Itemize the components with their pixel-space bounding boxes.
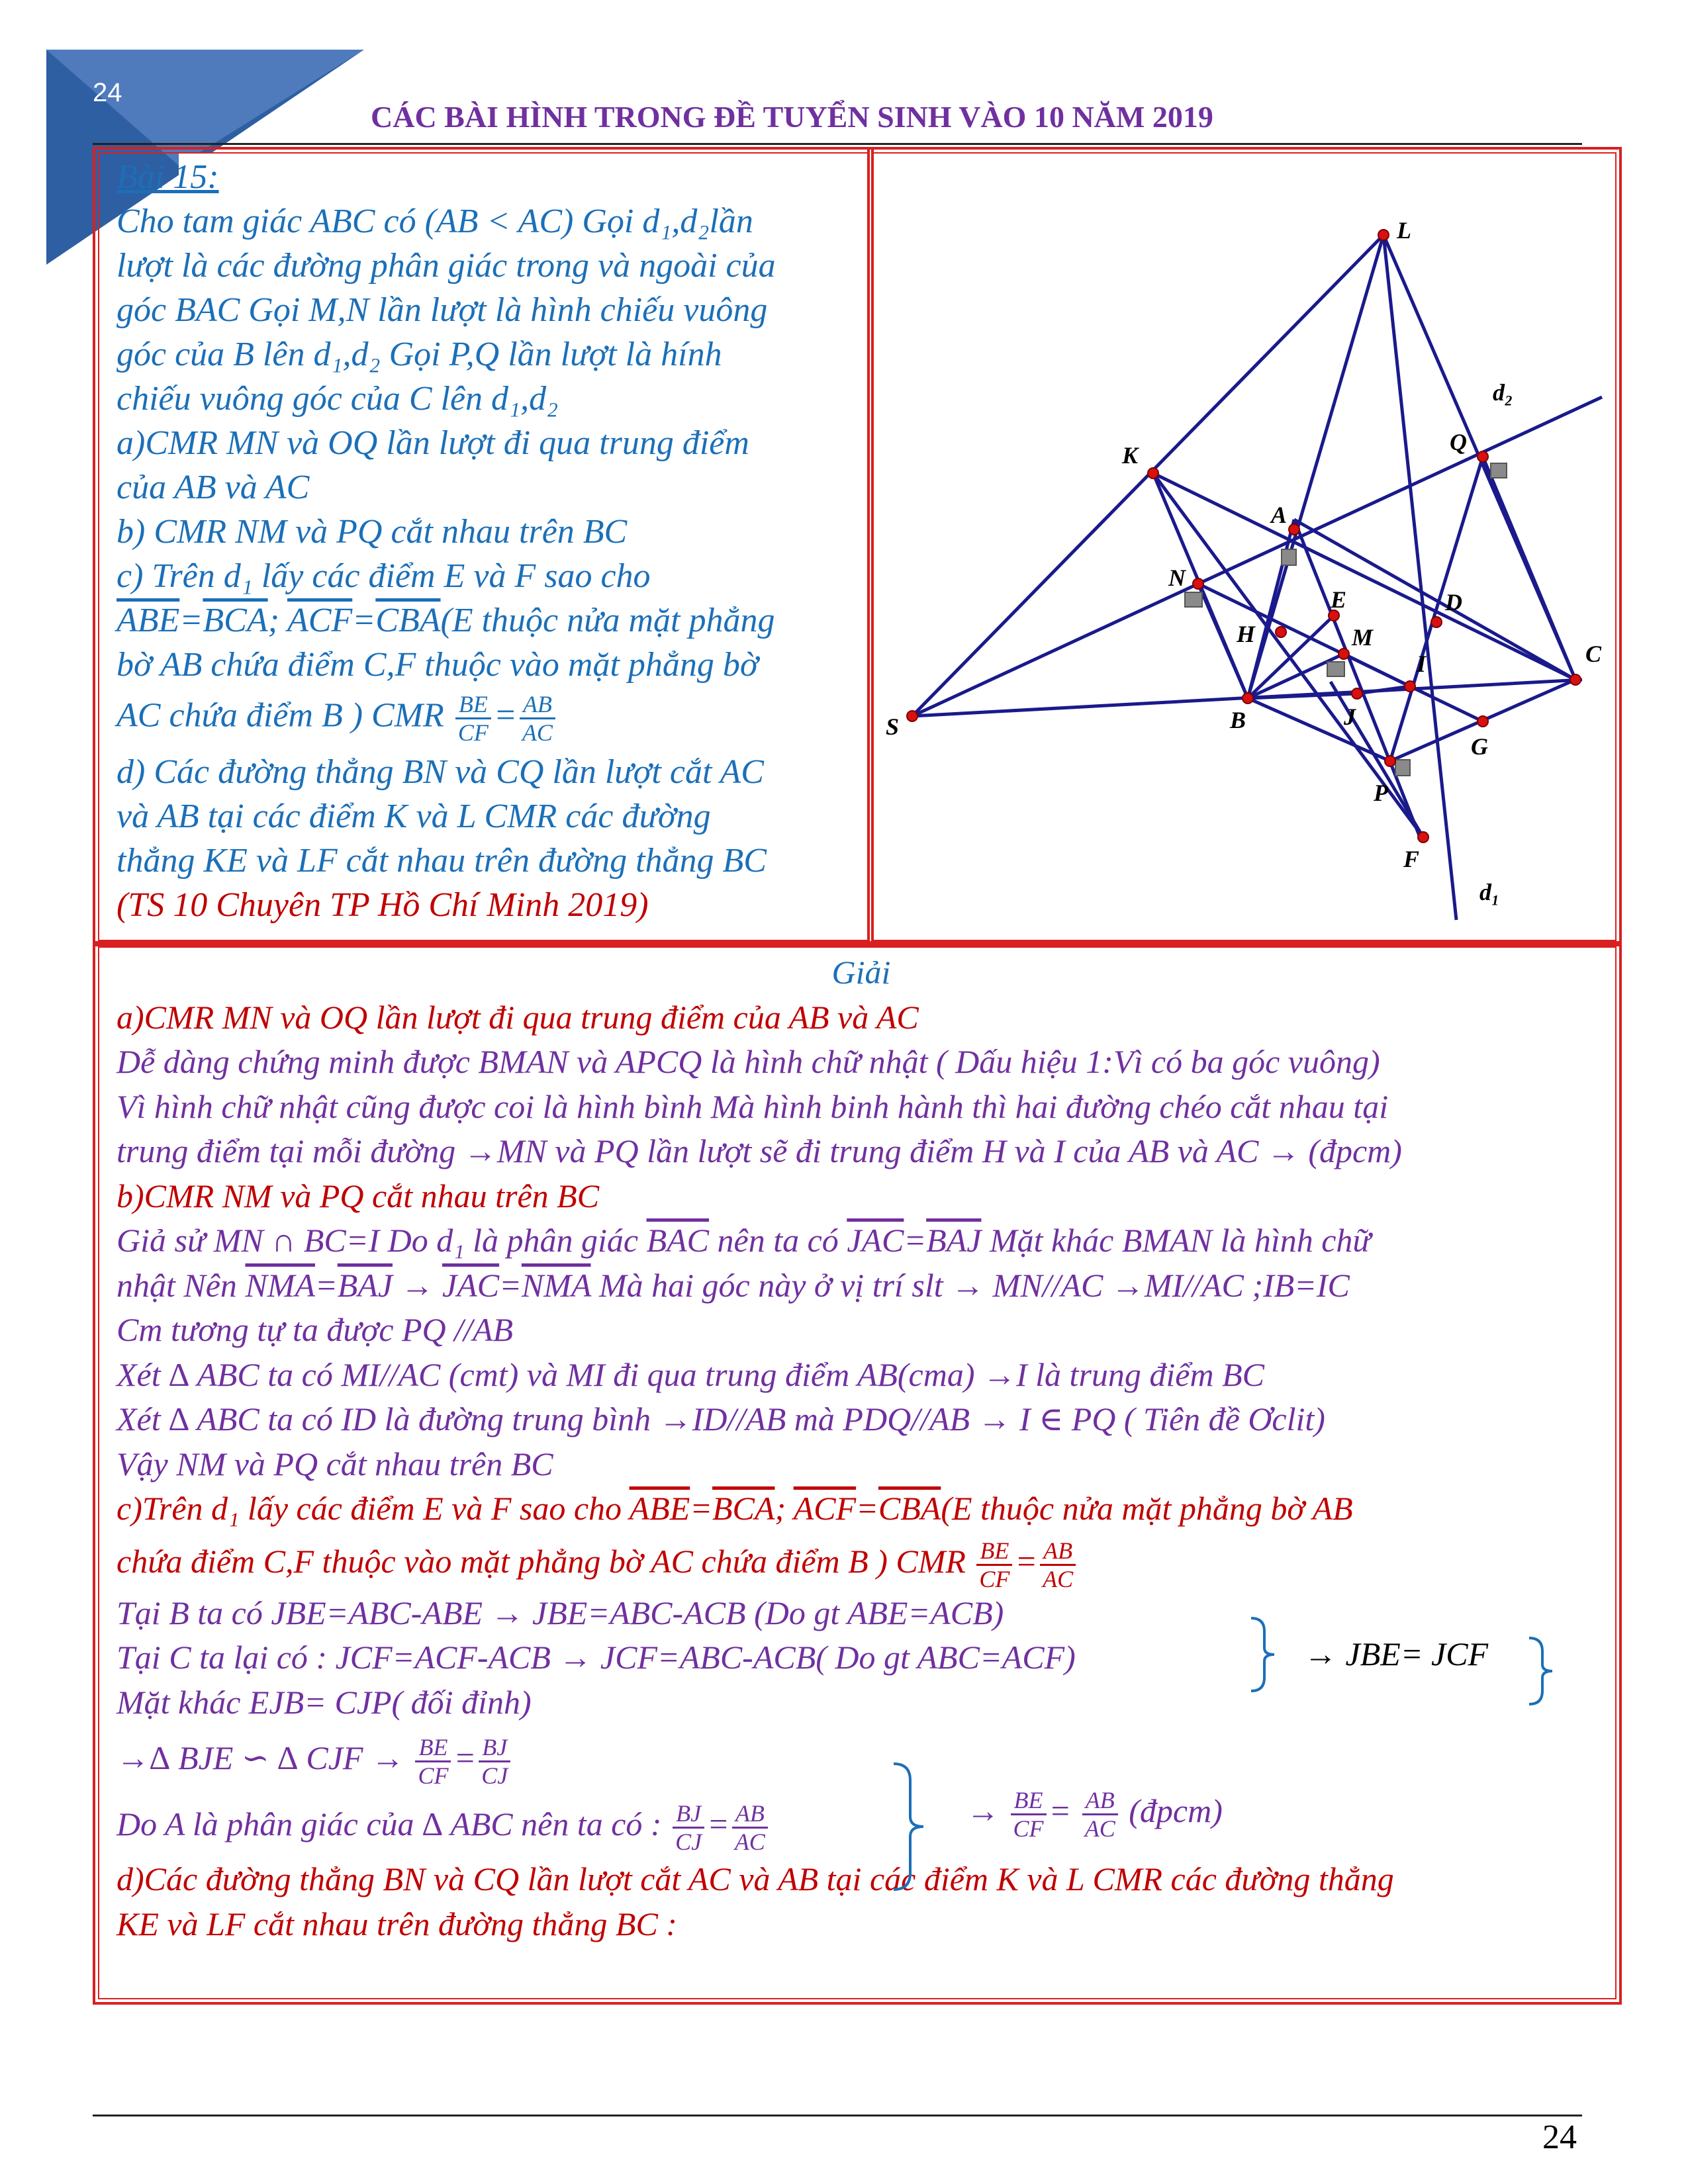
solution-c-line-3: Mặt khác EJB= CJP( đối đỉnh) [117,1683,532,1721]
solution-a-title: a)CMR MN và OQ lần lượt đi qua trung điểm của AB và AC [117,998,919,1036]
angle-BCA: $\overline{BCA}$ [203,602,268,639]
problem-cmr-line: AC chứa điểm B ) CMR $\frac{BE}{CF}$ = $\frac{AB}{AC}$ [117,691,855,746]
fraction-AB-AC: $\frac{AB}{AC}$ [732,1800,768,1855]
problem-line: a)CMR MN và OQ lần lượt đi qua trung điểm [117,424,749,462]
cmr-prefix: AC chứa điểm B ) CMR [117,696,444,735]
label-F: F [1403,846,1420,872]
label-d1: d₁ [1479,879,1500,905]
problem-line: b) CMR NM và PQ cắt nhau trên BC [117,513,628,551]
label-M: M [1352,624,1374,651]
problem-line: góc BAC Gọi M,N lần lượt là hình chiếu vuông [117,291,768,329]
solution-c-line-2: Tại C ta lại có : JCF=ACF-ACB → JCF=ABC-ACB( Do gt ABC=ACF) [117,1639,1076,1676]
page-number-bottom: 24 [1542,2118,1577,2156]
problem-line: c) Trên d₁ lấy các điểm E và F sao cho [117,557,651,595]
solution-a-line: Dễ dàng chứng minh được BMAN và APCQ là hình chữ nhật ( Dấu hiệu 1:Vì có ba góc vuông) [117,1043,1380,1080]
solution-c-line-4: →∆ BJE ∽ ∆ CJF → $\frac{BE}{CF}$ = $\frac{BJ}{CJ}$ [117,1725,1606,1791]
label-d2: d₂ [1493,379,1513,406]
page-number-top: 24 [93,78,122,107]
fraction-BJ-CJ: $\frac{BJ}{CJ}$ [479,1734,510,1789]
label-G: G [1471,733,1488,760]
label-C: C [1585,641,1602,667]
problem-source: (TS 10 Chuyên TP Hồ Chí Minh 2019) [117,886,649,924]
label-D: D [1445,589,1462,615]
label-Q: Q [1450,429,1467,455]
problem-line: chiếu vuông góc của C lên d₁,d₂ [117,380,559,418]
fraction-AB-AC: $\frac{AB}{AC}$ [520,691,555,746]
angle-CBA: $\overline{CBA}$ [375,602,441,639]
brace-c-2 [1523,1635,1562,1707]
final-result: → $\frac{BE}{CF}$ = $\frac{AB}{AC}$ (đpcm) [966,1787,1223,1842]
geometry-figure [874,152,1615,940]
solution-b-line: Xét ∆ ABC ta có MI//AC (cmt) và MI đi qua trung điểm AB(cma) →I là trung điểm BC [117,1355,1264,1393]
problem-line-d: d) Các đường thẳng BN và CQ lần lượt cắt AC [117,753,764,791]
problem-line: góc của B lên d₁,d₂ Gọi P,Q lần lượt là hính [117,336,722,373]
solution-c-title-2: chứa điểm C,F thuộc vào mặt phẳng bờ AC chứa điểm B ) CMR $\frac{BE}{CF}$ = $\frac{AB}{AC}$ [117,1531,1606,1591]
page-title: CÁC BÀI HÌNH TRONG ĐỀ TUYỂN SINH VÀO 10 NĂM 2019 [371,100,1213,134]
label-L: L [1397,217,1411,244]
fraction-BJ-CJ: $\frac{BJ}{CJ}$ [673,1800,704,1855]
problem-line-d: và AB tại các điểm K và L CMR các đường [117,797,711,835]
label-A: A [1271,502,1288,528]
solution-b-title: b)CMR NM và PQ cắt nhau trên BC [117,1177,600,1214]
label-E: E [1331,586,1347,613]
problem-angle-line: $\overline{ABE}=\overline{BCA}$; $\overline{ACF}=\overline{CBA}(E$ thuộc nửa mặt phẳng [117,602,775,639]
problem-line: bờ AB chứa điểm C,F thuộc vào mặt phẳng bờ [117,646,759,684]
solution-b-line: Vậy NM và PQ cắt nhau trên BC [117,1445,553,1482]
label-N: N [1168,565,1186,591]
label-B: B [1230,707,1246,733]
result-angle-equal: → JBE= JCF [1304,1635,1489,1672]
fraction-BE-CF: $\frac{BE}{CF}$ [976,1537,1012,1592]
brace-c-3 [887,1760,933,1893]
solution-b-line-2: nhật Nên $\overline{NMA}=\overline{BAJ} \to \overline{JAC}=\overline{NMA}$ Mà hai góc này ở vị trí slt → MN//AC →MI//AC ;IB=IC [117,1266,1350,1304]
problem-line: Cho tam giác ABC có (AB < AC) Gọi d₁,d₂lần [117,203,753,240]
solution-d-line: d)Các đường thẳng BN và CQ lần lượt cắt AC và AB tại các điểm K và L CMR các đường thẳng [117,1860,1394,1897]
top-rule [93,143,1582,145]
solution-a-line: trung điểm tại mỗi đường →MN và PQ lần lượt sẽ đi trung điểm H và I của AB và AC → (đpcm) [117,1132,1402,1169]
solution-a-line: Vì hình chữ nhật cũng được coi là hình bình Mà hình binh hành thì hai đường chéo cắt nhau tại [117,1087,1389,1125]
angle-ACF: $\overline{ACF}$ [287,602,353,639]
problem-line: lượt là các đường phân giác trong và ngoài của [117,247,776,285]
label-K: K [1122,442,1139,469]
brace-c-1 [1244,1615,1284,1694]
solution-text [117,950,1606,1946]
problem-line: của AB và AC [117,469,310,506]
label-P: P [1374,780,1388,806]
bottom-rule [93,2115,1582,2116]
solution-c-line-5: Do A là phân giác của ∆ ABC nên ta có : $\frac{BJ}{CJ}$ = $\frac{AB}{AC}$ [117,1791,1606,1857]
label-I: I [1417,651,1427,677]
angle-ABE: $\overline{ABE}$ [117,602,180,639]
label-J: J [1344,704,1356,730]
final-dpcm: (đpcm) [1129,1792,1223,1829]
fraction-BE-CF: $\frac{BE}{CF}$ [415,1734,451,1789]
problem-angle-rest: (E thuộc nửa mặt phẳng [440,602,775,639]
fraction-AB-AC: $\frac{AB}{AC}$ [1040,1537,1076,1592]
fraction-AB-AC: $\frac{AB}{AC}$ [1082,1787,1118,1842]
solution-c-line-1: Tại B ta có JBE=ABC-ABE → JBE=ABC-ACB (Do gt ABE=ACB) [117,1594,1004,1631]
solution-d-line: KE và LF cắt nhau trên đường thẳng BC : [117,1905,677,1942]
problem-text [117,155,855,927]
solution-b-line: Xét ∆ ABC ta có ID là đường trung bình →ID//AB mà PDQ//AB → I ∈ PQ ( Tiên đề Ơclit) [117,1400,1325,1437]
problem-heading: Bài 15: [117,158,219,196]
solution-b-line-1: Giả sử MN ∩ BC=I Do d₁ là phân giác $\overline{BAC}$ nên ta có $\overline{JAC}=\overline{BAJ}$ Mặt khác BMAN là hình chữ [117,1222,1371,1259]
label-S: S [886,713,900,740]
solution-c-title: c)Trên d₁ lấy các điểm E và F sao cho $\overline{ABE}=\overline{BCA}$; $\overline{ACF}=\overline{CBA}(E$ thuộc nửa mặt phẳng bờ AB [117,1490,1353,1527]
label-H: H [1237,621,1256,647]
fraction-BE-CF: $\frac{BE}{CF}$ [455,691,491,746]
fraction-BE-CF: $\frac{BE}{CF}$ [1011,1787,1047,1842]
solution-title: Giải [831,954,891,991]
solution-b-line: Cm tương tự ta được PQ //AB [117,1311,514,1348]
problem-line-d: thẳng KE và LF cắt nhau trên đường thẳng BC [117,842,767,880]
